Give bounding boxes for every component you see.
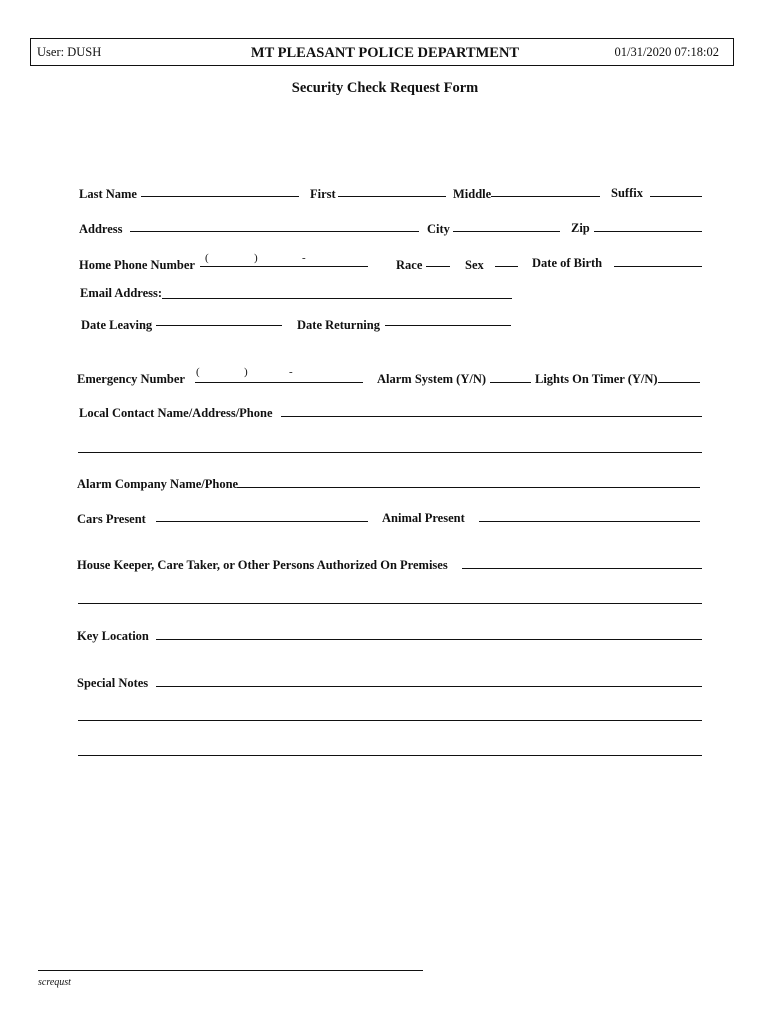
middle-name-label: Middle (453, 187, 492, 201)
suffix-field[interactable] (650, 196, 702, 197)
lights-timer-label: Lights On Timer (Y/N) (535, 372, 658, 386)
emergency-number-field[interactable] (195, 382, 363, 383)
emergency-close-paren: ) (244, 366, 248, 378)
email-field[interactable] (162, 298, 512, 299)
race-field[interactable] (426, 266, 450, 267)
local-contact-field[interactable] (281, 416, 702, 417)
special-notes-label: Special Notes (77, 676, 149, 690)
sex-label: Sex (465, 258, 484, 272)
house-keeper-field[interactable] (462, 568, 702, 569)
home-phone-open-paren: ( (205, 252, 209, 264)
first-name-field[interactable] (338, 196, 446, 197)
cars-present-label: Cars Present (77, 512, 146, 526)
zip-field[interactable] (594, 231, 702, 232)
email-label: Email Address: (80, 286, 163, 300)
special-notes-field-line-3[interactable] (78, 755, 702, 756)
local-contact-label: Local Contact Name/Address/Phone (79, 406, 273, 420)
special-notes-field[interactable] (156, 686, 702, 687)
animal-present-field[interactable] (479, 521, 700, 522)
first-name-label: First (310, 187, 336, 201)
emergency-open-paren: ( (196, 366, 200, 378)
middle-name-field[interactable] (491, 196, 600, 197)
last-name-field[interactable] (141, 196, 299, 197)
form-code: screqust (38, 977, 71, 988)
footer-rule (38, 970, 423, 971)
department-title: MT PLEASANT POLICE DEPARTMENT (250, 45, 520, 61)
print-datetime: 01/31/2020 07:18:02 (614, 45, 719, 59)
date-leaving-label: Date Leaving (81, 318, 153, 332)
form-title: Security Check Request Form (291, 80, 479, 96)
last-name-label: Last Name (79, 187, 137, 201)
sex-field[interactable] (495, 266, 518, 267)
house-keeper-label: House Keeper, Care Taker, or Other Persons Authorized On Premises (77, 558, 448, 572)
home-phone-field[interactable] (200, 266, 368, 267)
home-phone-dash: - (302, 252, 306, 264)
alarm-company-field[interactable] (237, 487, 700, 488)
local-contact-field-line-2[interactable] (78, 452, 702, 453)
city-label: City (427, 222, 450, 236)
house-keeper-field-line-2[interactable] (78, 603, 702, 604)
user-label: User: DUSH (37, 45, 102, 59)
home-phone-close-paren: ) (254, 252, 258, 264)
animal-present-label: Animal Present (382, 511, 465, 525)
emergency-number-label: Emergency Number (77, 372, 185, 386)
city-field[interactable] (453, 231, 560, 232)
alarm-system-label: Alarm System (Y/N) (377, 372, 487, 386)
special-notes-field-line-2[interactable] (78, 720, 702, 721)
date-returning-label: Date Returning (297, 318, 380, 332)
date-returning-field[interactable] (385, 325, 511, 326)
key-location-field[interactable] (156, 639, 702, 640)
date-leaving-field[interactable] (156, 325, 282, 326)
race-label: Race (396, 258, 423, 272)
emergency-dash: - (289, 366, 293, 378)
address-label: Address (79, 222, 123, 236)
cars-present-field[interactable] (156, 521, 368, 522)
dob-field[interactable] (614, 266, 702, 267)
home-phone-label: Home Phone Number (79, 258, 195, 272)
dob-label: Date of Birth (532, 256, 603, 270)
zip-label: Zip (571, 221, 590, 235)
alarm-company-label: Alarm Company Name/Phone (77, 477, 239, 491)
address-field[interactable] (130, 231, 419, 232)
key-location-label: Key Location (77, 629, 149, 643)
alarm-system-field[interactable] (490, 382, 531, 383)
lights-timer-field[interactable] (658, 382, 700, 383)
suffix-label: Suffix (611, 186, 643, 200)
